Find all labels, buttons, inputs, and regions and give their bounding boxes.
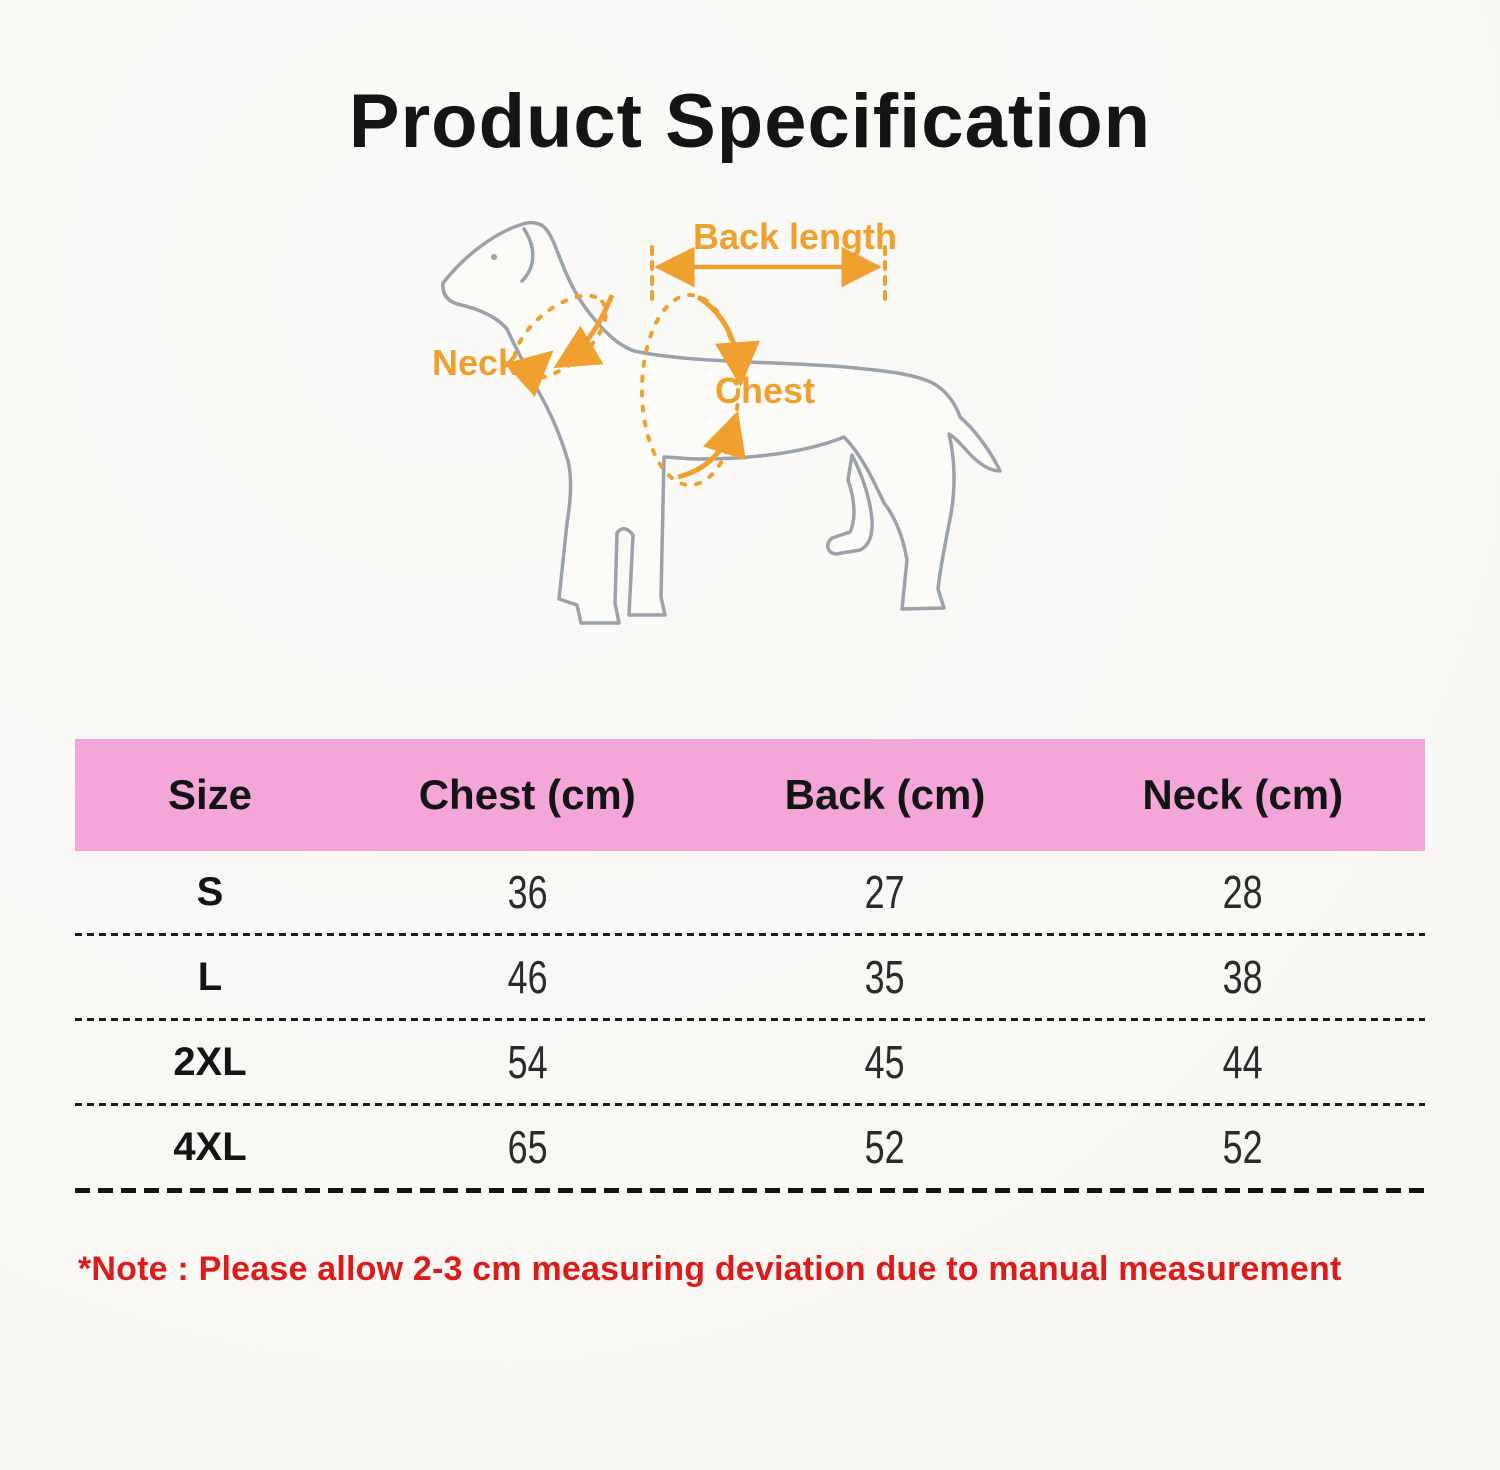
back-value: 52 xyxy=(865,1121,905,1173)
chest-label: Chest xyxy=(714,370,816,411)
table-row xyxy=(75,936,1425,1018)
back-value: 35 xyxy=(865,951,905,1003)
column-header-chest: Chest (cm) xyxy=(418,771,636,818)
size-value: S xyxy=(196,869,224,914)
neck-label: Neck xyxy=(431,342,519,383)
chest-value: 65 xyxy=(507,1121,548,1173)
dog-measurement-diagram xyxy=(420,205,1080,675)
neck-value: 44 xyxy=(1222,1036,1263,1088)
dog-eye xyxy=(491,254,497,260)
chest-value: 36 xyxy=(507,866,548,918)
chest-value: 46 xyxy=(507,951,548,1003)
back-length-label: Back length xyxy=(692,216,898,257)
dog-diagram-svg xyxy=(420,205,1080,675)
table-header-row xyxy=(75,739,1425,851)
table-row xyxy=(75,1021,1425,1103)
size-value: L xyxy=(197,954,223,999)
column-header-neck: Neck (cm) xyxy=(1142,771,1344,818)
page-title: Product Specification xyxy=(348,79,1152,164)
table-bottom-separator xyxy=(75,1188,1425,1193)
neck-value: 52 xyxy=(1222,1121,1263,1173)
table-row xyxy=(75,851,1425,933)
back-value: 45 xyxy=(865,1036,905,1088)
neck-value: 38 xyxy=(1222,951,1263,1003)
note-text: *Note : Please allow 2-3 cm measuring deviation due to manual measurement xyxy=(78,1250,1342,1288)
size-table xyxy=(75,739,1425,1193)
neck-value: 28 xyxy=(1222,866,1263,918)
chest-value: 54 xyxy=(507,1036,548,1088)
dog-far-rear-leg xyxy=(828,455,872,554)
size-value: 2XL xyxy=(173,1039,247,1084)
back-value: 27 xyxy=(865,866,905,918)
table-row xyxy=(75,1106,1425,1188)
column-header-size: Size xyxy=(167,771,253,818)
column-header-back: Back (cm) xyxy=(784,771,986,818)
size-value: 4XL xyxy=(173,1124,247,1169)
dog-outline xyxy=(443,223,1000,623)
